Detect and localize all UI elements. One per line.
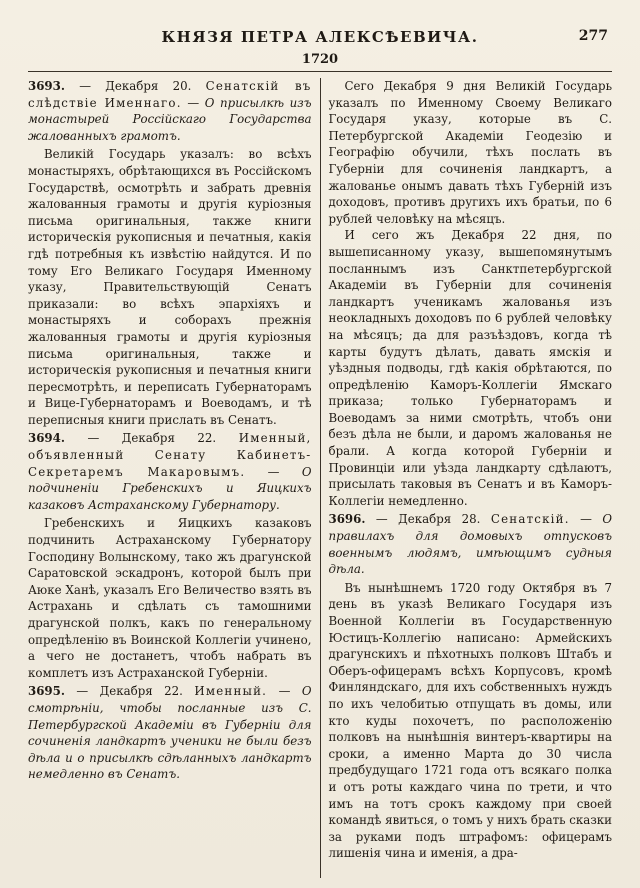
entry-dash: — <box>181 95 205 110</box>
entry-3695-text-a: Сего Декабря 9 дня Великій Государь указалъ по Именному Своему Великаго Государя указу, которые въ С. Петербургской Академіи Геодезію и Географію обучили, тѣхъ послать въ Губерніи для сочиненія ландкартъ, а жалованье онымъ давать тѣхъ Губерній изъ доходовъ, противъ другихъ ихъ братьи, по 6 рублей человѣку на мѣсяцъ. <box>328 79 612 226</box>
entry-3694-text: Гребенскихъ и Яицкихъ казаковъ подчинить Астраханскому Губернатору Господину Волынскому, тако жъ драгунской Саратовской эскадронъ, которой былъ при Аюке Ханѣ, указалъ Его Величество взять въ Астрахань и сдѣлать съ тамошними драгунской полкъ, какъ по генеральному опредѣленію въ Воинской Коллегіи учинено, а чего не достанетъ, чтобъ набрать въ комплетъ изъ Астраханской Губерніи. <box>28 516 312 680</box>
entry-number: 3695. <box>28 684 65 699</box>
entry-type: Именный, объявленный Сенату Кабинетъ-Секретаремъ Макаровымъ. <box>28 431 312 479</box>
entry-number: 3694. <box>28 431 65 446</box>
entry-3696-text: Въ нынѣшнемъ 1720 году Октября въ 7 день въ указѣ Великаго Государя изъ Военной Коллегіи въ Государственную Юстицъ-Коллегію написано: Армейскихъ драгунскихъ и пѣхотныхъ полковъ Штабъ и Оберъ-офицерамъ всѣхъ Корпусовъ, кромѣ Финляндскаго, для ихъ собственныхъ нуждъ по ихъ челобитью отпущать въ домы, или кто куды похочетъ, по расположенію полковъ на нынѣшнія винтеръ-квартиры на сроки, а именно Марта до 30 числа предбудущаго 1721 года отъ всякаго полка и отъ роты каждаго чина по трети, и что имъ на тотъ срокъ каждому при своей командѣ явиться, о томъ у нихъ брать сказки за руками подъ штрафомъ: офицерамъ лишенія чина и именія, а дра- <box>328 580 612 861</box>
entry-type: Сенатскій въ слѣдствіе Именнаго. <box>28 79 312 110</box>
entry-date: — Декабря 20. <box>64 79 206 93</box>
entry-subject: О присылкѣ изъ монастырей Россійскаго Государства жалованныхъ грамотъ. <box>28 95 312 143</box>
entry-subject: О подчиненіи Гребенскихъ и Яицкихъ казаковъ Астраханскому Губернатору. <box>28 464 312 512</box>
entry-3696-heading <box>329 511 613 577</box>
entry-date: — Декабря 22. <box>64 431 239 446</box>
entry-3694-heading <box>28 430 312 513</box>
entry-dash: — <box>245 464 302 479</box>
entry-3695-heading <box>28 683 312 783</box>
entry-type: Именный. <box>194 684 268 699</box>
entry-3693-text: Великій Государь указалъ: во всѣхъ монастыряхъ, обрѣтающихся въ Россійскомъ Государствѣ, осмотрѣть и забрать древнія жалованныя грамоты и другія куріозныя письма оригинальныя, также книги историческія рукописныя и печатныя, какія гдѣ потребныя къ извѣстію найдутся. И по тому Его Великаго Государя Именному указу, Правительствующій Сенатъ приказали: во всѣхъ эпархіяхъ и монастыряхъ и соборахъ прежнія жалованныя грамоты и другія куріозныя письма оригинальныя, также и историческія рукописныя и печатныя книги пересмотрѣть, и переписать Губернаторамъ и Вице-Губернаторамъ и Воеводамъ, и тѣ переписныя книги прислать въ Сенатъ. <box>28 147 312 427</box>
left-column <box>28 78 320 878</box>
entry-number: 3693. <box>28 79 65 93</box>
running-header <box>28 28 612 50</box>
entry-3693-heading <box>28 78 312 144</box>
entry-subject: О смотрѣніи, чтобы посланные изъ С. Петербургской Академіи въ Губерніи для сочиненія ландкартъ ученики не были безъ дѣла и о присылкѣ сдѣланныхъ ландкартъ немедленно въ Сенатъ. <box>28 684 312 782</box>
entry-number: 3696. <box>328 512 366 527</box>
entry-date: — Декабря 22. <box>64 684 195 699</box>
header-rule <box>28 71 612 72</box>
entry-dash: — <box>267 684 302 699</box>
entry-type: Сенатскій. <box>490 512 570 527</box>
right-column <box>321 78 613 878</box>
entry-3695-text-b: И сего жъ Декабря 22 дня, по вышеписанному указу, вышепомянутымъ посланнымъ изъ Санктпетербургской Академіи въ Губерніи для сочиненія ландкартъ ученикамъ жалованья изъ неокладныхъ доходовъ по 6 рублей человѣку на мѣсяцъ; да для разъѣздовъ, когда тѣ карты будутъ дѣлать, давать ямскія и уѣздныя подводы, гдѣ какія обрѣтаются, по опредѣленію Каморъ-Коллегіи Ямскаго приказа; только Губернаторамъ и Воеводамъ за ними смотрѣть, чтобъ они безъ дѣла не были, и даромъ жалованья не брали. А когда которой Губерніи и Провинціи или уѣзда ландкарту сдѣлаютъ, присылать таковыя въ Сенатъ и въ Каморъ-Коллегіи немедленно. <box>328 228 612 508</box>
entry-date: — Декабря 28. <box>365 512 491 527</box>
page-number: 277 <box>578 28 608 44</box>
two-column-body <box>28 78 612 878</box>
year-heading: 1720 <box>301 52 339 67</box>
entry-dash: — <box>569 512 603 527</box>
header-title: КНЯЗЯ ПЕТРА АЛЕКСѢЕВИЧА. <box>161 28 479 46</box>
entry-subject: О правилахъ для домовыхъ отпусковъ военнымъ людямъ, имѣющимъ судныя дѣла. <box>328 512 613 577</box>
